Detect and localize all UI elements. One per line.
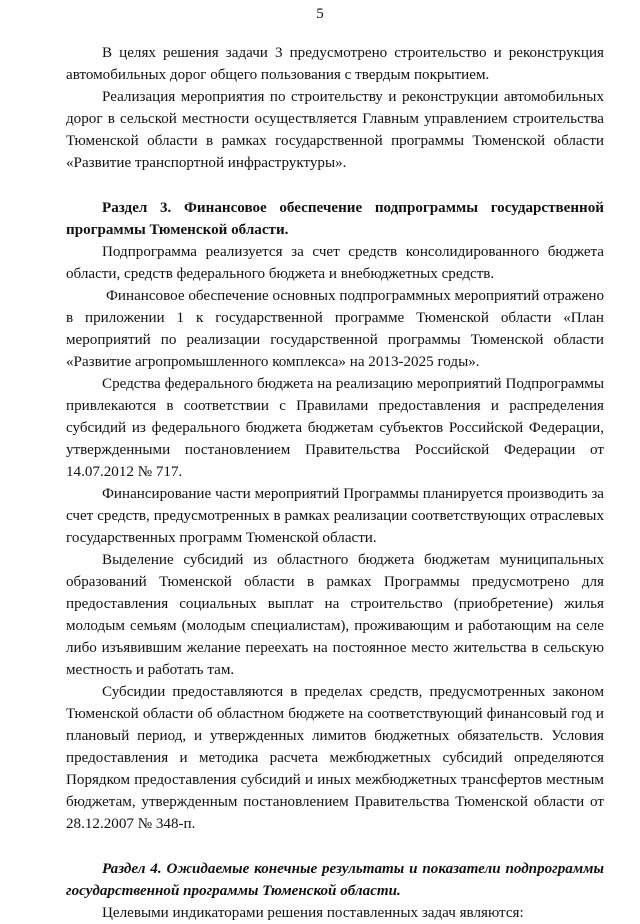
paragraph: Подпрограмма реализуется за счет средств консолидированного бюджета области, средств федерального бюджета и внебюджетных средств.: [66, 244, 604, 282]
paragraph: Выделение субсидий из областного бюджета бюджетам муниципальных образований Тюменской области в рамках Программы предусмотрено для предоставления социальных выплат на строительство (приобретение) жилья молодым семьям (молодым специалистам), проживающим и работающим на селе либо изъявившим желание переехать на постоянное место жительства в сельскую местность и работать там.: [66, 552, 604, 678]
paragraph: Финансирование части мероприятий Программы планируется производить за счет средств, предусмотренных в рамках реализации соответствующих отраслевых государственных программ Тюменской области.: [66, 486, 604, 546]
paragraph: Средства федерального бюджета на реализацию мероприятий Подпрограммы привлекаются в соответствии с Правилами предоставления и распределения субсидий из федерального бюджета бюджетам субъектов Российской Федерации, утвержденными постановлением Правительства Российской Федерации от 14.07.2012 № 717.: [66, 376, 604, 480]
section-4-heading: Раздел 4. Ожидаемые конечные результаты и показатели подпрограммы государственной программы Тюменской области.: [66, 861, 604, 899]
page-number: 5: [316, 6, 324, 22]
paragraph: Реализация мероприятия по строительству и реконструкции автомобильных дорог в сельской местности осуществляется Главным управлением строительства Тюменской области в рамках государственной программы Тюменской области «Развитие транспортной инфраструктуры».: [66, 89, 604, 171]
paragraph: В целях решения задачи 3 предусмотрено строительство и реконструкция автомобильных дорог общего пользования с твердым покрытием.: [66, 45, 604, 83]
document-body: [66, 42, 604, 924]
paragraph: Целевыми индикаторами решения поставленных задач являются:: [102, 905, 524, 921]
paragraph: Финансовое обеспечение основных подпрограммных мероприятий отражено в приложении 1 к государственной программе Тюменской области «План мероприятий по реализации государственной программы Тюменской области «Развитие агропромышленного комплекса» на 2013-2025 годы».: [66, 288, 604, 370]
paragraph: Субсидии предоставляются в пределах средств, предусмотренных законом Тюменской области об областном бюджете на соответствующий финансовый год и плановый период, и утвержденных лимитов бюджетных обязательств. Условия предоставления и методика расчета межбюджетных субсидий определяются Порядком предоставления субсидий и иных межбюджетных трансфертов местным бюджетам, утвержденным постановлением Правительства Тюменской области от 28.12.2007 № 348-п.: [66, 684, 604, 832]
section-3-heading: Раздел 3. Финансовое обеспечение подпрограммы государственной программы Тюменской области.: [66, 200, 604, 238]
